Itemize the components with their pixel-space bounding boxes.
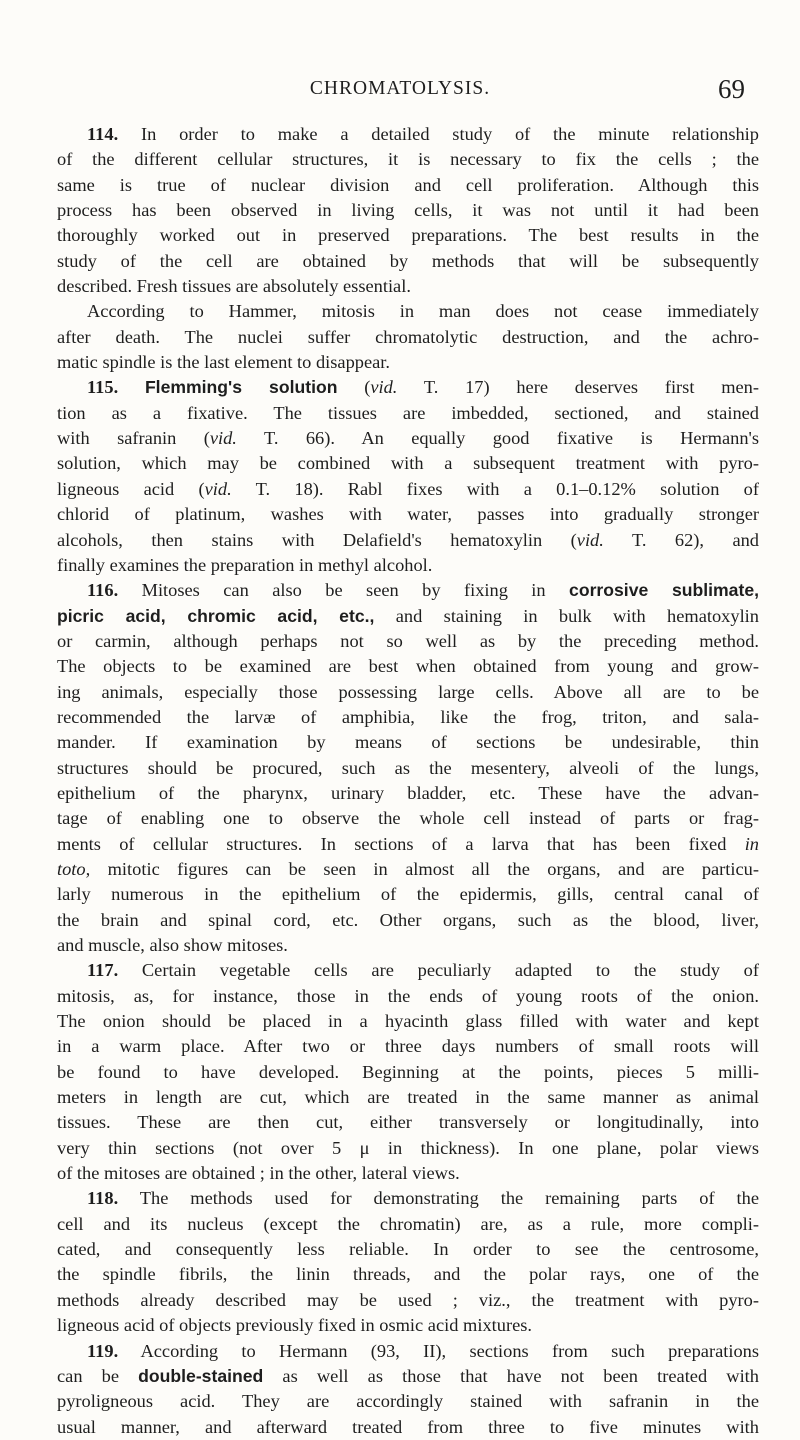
text-line: 117. Certain vegetable cells are peculiarly adapted to the study of — [87, 960, 759, 981]
text-line: ligneous acid of objects previously fixed in osmic acid mixtures. — [57, 1315, 532, 1336]
text-line: very thin sections (not over 5 μ in thickness). In one plane, polar views — [57, 1137, 759, 1158]
text-line: 116. Mitoses can also be seen by fixing in corrosive sublimate, — [87, 580, 759, 601]
running-title: CHROMATOLYSIS. — [309, 78, 491, 99]
text-line: pyroligneous acid. They are accordingly stained with safranin in the — [57, 1391, 759, 1412]
text-line: with safranin (vid. T. 66). An equally good fixative is Hermann's — [57, 428, 760, 449]
text-line: of the different cellular structures, it is necessary to fix the cells ; the — [57, 149, 759, 170]
text-line: can be double-stained as well as those that have not been treated with — [57, 1365, 759, 1386]
text-line: mitosis, as, for instance, those in the ends of young roots of the onion. — [57, 985, 759, 1006]
text-line: meters in length are cut, which are treated in the same manner as animal — [57, 1087, 759, 1108]
running-head — [0, 74, 800, 110]
text-line: the brain and spinal cord, etc. Other organs, such as the blood, liver, — [57, 909, 759, 930]
text-line: 119. According to Hermann (93, II), sections from such preparations — [87, 1340, 759, 1361]
text-line: or carmin, although perhaps not so well as by the preceding method. — [57, 630, 759, 651]
text-line: picric acid, chromic acid, etc., and staining in bulk with hematoxylin — [57, 605, 759, 626]
text-line: study of the cell are obtained by methods that will be subsequently — [57, 250, 759, 271]
text-line: toto, mitotic figures can be seen in almost all the organs, and are particu- — [57, 858, 759, 879]
text-line: 114. In order to make a detailed study of the minute relationship — [87, 124, 759, 144]
text-line: thoroughly worked out in preserved preparations. The best results in the — [57, 225, 759, 246]
text-line: process has been observed in living cells, it was not until it had been — [57, 200, 759, 221]
text-line: and muscle, also show mitoses. — [57, 935, 288, 955]
text-line: the spindle fibrils, the linin threads, and the polar rays, one of the — [57, 1264, 759, 1285]
text-line: usual manner, and afterward treated from three to five minutes with — [57, 1416, 759, 1437]
text-line: chlorid of platinum, washes with water, passes into gradually stronger — [57, 504, 759, 525]
text-line: in a warm place. After two or three days numbers of small roots will — [57, 1036, 759, 1057]
text-line: mander. If examination by means of sections be undesirable, thin — [57, 732, 759, 753]
text-line: of the mitoses are obtained ; in the other, lateral views. — [57, 1163, 460, 1184]
text-line: ligneous acid (vid. T. 18). Rabl fixes with a 0.1–0.12% solution of — [57, 478, 759, 499]
text-line: cell and its nucleus (except the chromatin) are, as a rule, more compli- — [57, 1213, 759, 1234]
text-line: recommended the larvæ of amphibia, like the frog, triton, and sala- — [57, 706, 759, 727]
text-line: tage of enabling one to observe the whole cell instead of parts or frag- — [57, 808, 759, 829]
text-line: 115. Flemming's solution (vid. T. 17) here deserves first men- — [87, 377, 759, 398]
text-line: 118. The methods used for demonstrating the remaining parts of the — [87, 1188, 759, 1209]
text-line: solution, which may be combined with a subsequent treatment with pyro- — [57, 453, 759, 474]
text-line: same is true of nuclear division and cell proliferation. Although this — [57, 174, 759, 195]
text-line: structures should be procured, such as the mesentery, alveoli of the lungs, — [57, 757, 759, 778]
text-line: matic spindle is the last element to disappear. — [57, 352, 390, 373]
text-line: described. Fresh tissues are absolutely essential. — [57, 276, 411, 297]
text-line: tissues. These are then cut, either transversely or longitudinally, into — [57, 1112, 759, 1133]
text-line: alcohols, then stains with Delafield's hematoxylin (vid. T. 62), and — [57, 529, 760, 550]
text-line: larly numerous in the epithelium of the epidermis, gills, central canal of — [57, 884, 759, 905]
text-line: cated, and consequently less reliable. In order to see the centrosome, — [57, 1239, 759, 1260]
text-line: methods already described may be used ; viz., the treatment with pyro- — [57, 1289, 759, 1310]
text-line: after death. The nuclei suffer chromatolytic destruction, and the achro- — [57, 326, 759, 347]
text-line: ing animals, especially those possessing large cells. Above all are to be — [57, 681, 759, 702]
text-line: finally examines the preparation in methyl alcohol. — [57, 554, 433, 575]
text-line: epithelium of the pharynx, urinary bladder, etc. These have the advan- — [57, 782, 759, 803]
page-number: 69 — [718, 74, 745, 104]
text-line: be found to have developed. Beginning at the points, pieces 5 milli- — [57, 1061, 759, 1082]
text-line: tion as a fixative. The tissues are imbedded, sectioned, and stained — [57, 402, 759, 423]
body-text — [57, 122, 759, 1440]
text-line: The onion should be placed in a hyacinth glass filled with water and kept — [57, 1011, 759, 1032]
text-line: According to Hammer, mitosis in man does not cease immediately — [87, 301, 759, 322]
text-line: The objects to be examined are best when obtained from young and grow- — [57, 656, 759, 677]
text-line: ments of cellular structures. In sections of a larva that has been fixed in — [57, 833, 759, 854]
